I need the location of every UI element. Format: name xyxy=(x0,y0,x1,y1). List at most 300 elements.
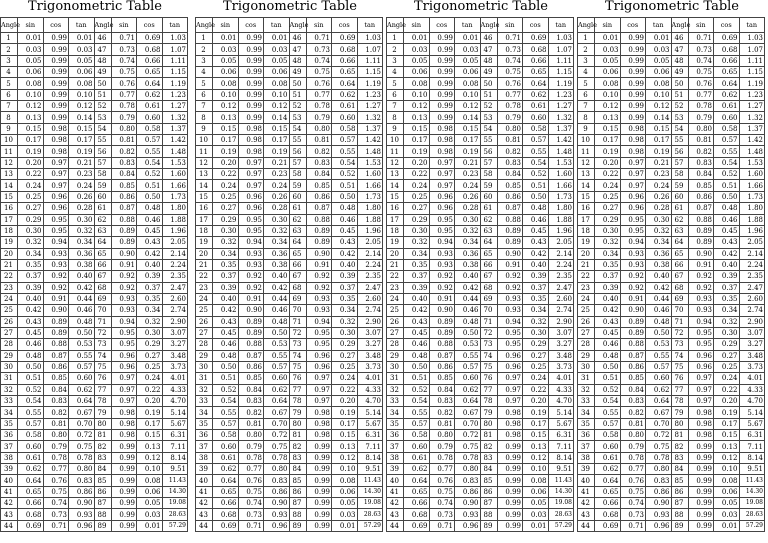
cos-header: cos xyxy=(523,18,549,33)
cos-cell: 0.51 xyxy=(137,180,163,191)
angle-cell: 4 xyxy=(578,67,595,78)
cos-cell: 0.25 xyxy=(523,361,549,372)
angle-cell: 18 xyxy=(578,225,595,236)
table-row xyxy=(1,407,188,418)
tan-cell: 1.48 xyxy=(162,146,188,157)
cos-cell: 0.43 xyxy=(523,237,549,248)
tan-cell: 1.73 xyxy=(548,191,574,202)
table-row xyxy=(1,316,188,327)
angle-cell: 38 xyxy=(196,452,213,463)
cos-cell: 0.27 xyxy=(523,350,549,361)
angle-cell: 68 xyxy=(289,282,306,293)
table-row xyxy=(578,180,765,191)
tan-cell: 2.60 xyxy=(357,293,383,304)
tan-cell: 0.15 xyxy=(646,123,672,134)
table-row xyxy=(1,78,188,89)
tan-cell: 0.96 xyxy=(69,520,95,531)
angle-cell: 11 xyxy=(578,146,595,157)
tan-cell: 9.51 xyxy=(357,464,383,475)
tan-cell: 2.24 xyxy=(162,259,188,270)
tan-cell: 0.72 xyxy=(69,430,95,441)
table-row xyxy=(387,327,574,338)
cos-cell: 0.95 xyxy=(620,225,646,236)
cos-cell: 0.87 xyxy=(43,350,69,361)
tan-cell: 0.36 xyxy=(455,248,481,259)
tan-cell: 0.23 xyxy=(264,169,290,180)
cos-cell: 0.25 xyxy=(137,361,163,372)
cos-cell: 0.13 xyxy=(714,441,740,452)
sin-cell: 0.29 xyxy=(18,214,44,225)
angle-cell: 31 xyxy=(1,373,18,384)
table-row xyxy=(1,509,188,520)
cos-cell: 0.99 xyxy=(620,67,646,78)
cos-cell: 0.93 xyxy=(620,248,646,259)
cos-cell: 0.58 xyxy=(332,123,358,134)
tan-cell: 0.10 xyxy=(646,89,672,100)
tan-cell: 1.96 xyxy=(739,225,765,236)
cos-cell: 0.60 xyxy=(523,112,549,123)
cos-cell: 0.96 xyxy=(238,191,264,202)
cos-cell: 0.01 xyxy=(332,520,358,531)
cos-cell: 0.51 xyxy=(714,180,740,191)
tan-cell: 0.83 xyxy=(264,475,290,486)
angle-cell: 61 xyxy=(480,203,497,214)
tan-cell: 1.80 xyxy=(162,203,188,214)
angle-cell: 7 xyxy=(387,101,404,112)
cos-cell: 0.97 xyxy=(620,180,646,191)
angle-header: Angle xyxy=(94,18,111,33)
table-row xyxy=(196,441,383,452)
sin-cell: 0.03 xyxy=(595,44,621,55)
cos-cell: 0.99 xyxy=(429,33,455,44)
cos-cell: 0.82 xyxy=(620,407,646,418)
angle-cell: 48 xyxy=(289,55,306,66)
table-row xyxy=(387,520,574,531)
sin-cell: 0.13 xyxy=(213,112,239,123)
tan-cell: 2.47 xyxy=(357,282,383,293)
angle-cell: 38 xyxy=(387,452,404,463)
sin-cell: 0.73 xyxy=(497,44,523,55)
angle-cell: 38 xyxy=(578,452,595,463)
tan-cell: 1.03 xyxy=(548,33,574,44)
sin-cell: 0.01 xyxy=(404,33,430,44)
cos-cell: 0.60 xyxy=(332,112,358,123)
tan-cell: 3.27 xyxy=(548,339,574,350)
tan-cell: 2.05 xyxy=(162,237,188,248)
tan-cell: 0.03 xyxy=(264,44,290,55)
sin-cell: 0.46 xyxy=(213,339,239,350)
sin-cell: 0.40 xyxy=(213,293,239,304)
tan-cell: 0.17 xyxy=(646,135,672,146)
cos-cell: 0.89 xyxy=(620,327,646,338)
angle-cell: 18 xyxy=(387,225,404,236)
table-row xyxy=(1,350,188,361)
sin-cell: 0.96 xyxy=(111,361,137,372)
cos-cell: 0.22 xyxy=(332,384,358,395)
tan-cell: 1.66 xyxy=(162,180,188,191)
table-row xyxy=(196,78,383,89)
tan-cell: 2.35 xyxy=(357,271,383,282)
sin-cell: 0.87 xyxy=(111,203,137,214)
angle-cell: 85 xyxy=(671,475,688,486)
tan-cell: 0.62 xyxy=(69,384,95,395)
cos-cell: 0.79 xyxy=(429,441,455,452)
tan-cell: 0.36 xyxy=(646,248,672,259)
sin-cell: 0.03 xyxy=(213,44,239,55)
table-row xyxy=(1,135,188,146)
table-row xyxy=(196,475,383,486)
tan-cell: 1.27 xyxy=(548,101,574,112)
table-row xyxy=(578,498,765,509)
cos-cell: 0.93 xyxy=(43,259,69,270)
sin-cell: 0.43 xyxy=(595,316,621,327)
angle-cell: 41 xyxy=(387,486,404,497)
angle-cell: 54 xyxy=(289,123,306,134)
tan-cell: 0.19 xyxy=(264,146,290,157)
tan-cell: 3.27 xyxy=(739,339,765,350)
cos-cell: 0.92 xyxy=(429,282,455,293)
angle-cell: 24 xyxy=(196,293,213,304)
sin-cell: 0.15 xyxy=(213,123,239,134)
cos-cell: 0.73 xyxy=(620,509,646,520)
sin-cell: 0.76 xyxy=(497,78,523,89)
sin-cell: 0.96 xyxy=(306,350,332,361)
angle-cell: 57 xyxy=(480,157,497,168)
angle-cell: 51 xyxy=(94,89,111,100)
table-row xyxy=(387,305,574,316)
table-row xyxy=(387,203,574,214)
sin-cell: 0.24 xyxy=(18,180,44,191)
angle-cell: 84 xyxy=(94,464,111,475)
angle-cell: 25 xyxy=(387,305,404,316)
sin-cell: 0.98 xyxy=(111,418,137,429)
tan-cell: 1.42 xyxy=(548,135,574,146)
sin-header: sin xyxy=(404,18,430,33)
sin-cell: 0.99 xyxy=(688,509,714,520)
angle-cell: 30 xyxy=(1,361,18,372)
cos-cell: 0.65 xyxy=(523,67,549,78)
sin-cell: 0.93 xyxy=(306,305,332,316)
angle-cell: 5 xyxy=(1,78,18,89)
table-row xyxy=(387,361,574,372)
tan-cell: 2.74 xyxy=(162,305,188,316)
table-row xyxy=(196,339,383,350)
angle-cell: 47 xyxy=(671,44,688,55)
sin-cell: 0.08 xyxy=(404,78,430,89)
angle-cell: 58 xyxy=(480,169,497,180)
table-row xyxy=(578,112,765,123)
tan-cell: 9.51 xyxy=(162,464,188,475)
table-row xyxy=(387,418,574,429)
sin-cell: 0.76 xyxy=(688,78,714,89)
table-row xyxy=(387,509,574,520)
tan-cell: 0.36 xyxy=(69,248,95,259)
angle-cell: 65 xyxy=(480,248,497,259)
sin-cell: 0.95 xyxy=(111,327,137,338)
angle-cell: 82 xyxy=(480,441,497,452)
sin-cell: 0.99 xyxy=(497,520,523,531)
angle-cell: 76 xyxy=(480,373,497,384)
cos-cell: 0.92 xyxy=(238,271,264,282)
tan-cell: 0.93 xyxy=(455,509,481,520)
tan-cell: 1.15 xyxy=(739,67,765,78)
cos-cell: 0.12 xyxy=(137,452,163,463)
table-row xyxy=(1,191,188,202)
sin-cell: 0.24 xyxy=(595,180,621,191)
cos-cell: 0.48 xyxy=(714,203,740,214)
sin-cell: 0.93 xyxy=(111,305,137,316)
angle-cell: 44 xyxy=(387,520,404,531)
angle-cell: 5 xyxy=(196,78,213,89)
cos-cell: 0.80 xyxy=(238,430,264,441)
sin-cell: 0.35 xyxy=(18,259,44,270)
table-title: Trigonometric Table xyxy=(413,0,548,14)
angle-cell: 75 xyxy=(671,361,688,372)
tan-cell: 4.01 xyxy=(739,373,765,384)
cos-cell: 0.89 xyxy=(238,316,264,327)
tan-cell: 1.66 xyxy=(548,180,574,191)
angle-cell: 40 xyxy=(387,475,404,486)
table-row xyxy=(387,293,574,304)
sin-cell: 0.82 xyxy=(111,146,137,157)
cos-cell: 0.76 xyxy=(238,475,264,486)
tan-cell: 3.73 xyxy=(162,361,188,372)
tan-cell: 0.21 xyxy=(646,157,672,168)
table-row xyxy=(196,146,383,157)
angle-cell: 74 xyxy=(480,350,497,361)
table-row xyxy=(578,464,765,475)
tan-cell: 0.32 xyxy=(69,225,95,236)
angle-cell: 30 xyxy=(387,361,404,372)
angle-cell: 23 xyxy=(387,282,404,293)
tan-cell: 2.05 xyxy=(548,237,574,248)
table-row xyxy=(196,248,383,259)
tan-cell: 0.05 xyxy=(69,55,95,66)
sin-cell: 0.66 xyxy=(213,498,239,509)
sin-cell: 0.32 xyxy=(18,237,44,248)
angle-cell: 20 xyxy=(387,248,404,259)
sin-cell: 0.96 xyxy=(306,361,332,372)
angle-cell: 85 xyxy=(480,475,497,486)
table-row xyxy=(196,316,383,327)
angle-cell: 68 xyxy=(94,282,111,293)
table-row xyxy=(387,498,574,509)
angle-cell: 27 xyxy=(387,327,404,338)
angle-cell: 51 xyxy=(671,89,688,100)
cos-cell: 0.81 xyxy=(238,418,264,429)
tan-cell: 0.55 xyxy=(646,350,672,361)
cos-cell: 0.99 xyxy=(43,112,69,123)
tan-cell: 1.37 xyxy=(548,123,574,134)
angle-cell: 35 xyxy=(578,418,595,429)
table-row xyxy=(1,293,188,304)
tan-cell: 1.03 xyxy=(357,33,383,44)
sin-cell: 0.29 xyxy=(404,214,430,225)
sin-header: sin xyxy=(595,18,621,33)
sin-cell: 0.99 xyxy=(306,475,332,486)
tan-cell: 0.12 xyxy=(264,101,290,112)
tan-cell: 0.19 xyxy=(646,146,672,157)
tan-cell: 0.78 xyxy=(455,452,481,463)
angle-cell: 15 xyxy=(387,191,404,202)
sin-cell: 0.78 xyxy=(688,101,714,112)
tan-cell: 4.70 xyxy=(739,396,765,407)
table-row xyxy=(1,452,188,463)
tan-cell: 2.14 xyxy=(162,248,188,259)
angle-cell: 41 xyxy=(196,486,213,497)
sin-cell: 0.94 xyxy=(306,316,332,327)
angle-cell: 63 xyxy=(94,225,111,236)
tan-cell: 0.75 xyxy=(455,441,481,452)
sin-cell: 0.78 xyxy=(111,101,137,112)
table-row xyxy=(1,271,188,282)
angle-cell: 86 xyxy=(671,486,688,497)
cos-cell: 0.62 xyxy=(523,89,549,100)
table-row xyxy=(578,135,765,146)
sin-cell: 0.10 xyxy=(213,89,239,100)
cos-cell: 0.75 xyxy=(429,486,455,497)
cos-cell: 0.64 xyxy=(523,78,549,89)
angle-cell: 50 xyxy=(289,78,306,89)
sin-cell: 0.95 xyxy=(497,339,523,350)
sin-cell: 0.20 xyxy=(404,157,430,168)
tan-cell: 19.08 xyxy=(548,498,574,509)
cos-cell: 0.76 xyxy=(620,475,646,486)
cos-cell: 0.99 xyxy=(43,55,69,66)
sin-cell: 0.62 xyxy=(18,464,44,475)
tan-cell: 0.67 xyxy=(264,407,290,418)
cos-cell: 0.89 xyxy=(43,316,69,327)
angle-cell: 56 xyxy=(671,146,688,157)
table-row xyxy=(578,475,765,486)
sin-cell: 0.29 xyxy=(595,214,621,225)
angle-cell: 62 xyxy=(480,214,497,225)
angle-cell: 73 xyxy=(480,339,497,350)
tan-cell: 9.51 xyxy=(548,464,574,475)
cos-cell: 0.90 xyxy=(43,305,69,316)
cos-cell: 0.39 xyxy=(714,271,740,282)
table-row xyxy=(387,384,574,395)
sin-cell: 0.99 xyxy=(111,486,137,497)
cos-cell: 0.06 xyxy=(714,486,740,497)
cos-cell: 0.90 xyxy=(238,305,264,316)
angle-cell: 48 xyxy=(671,55,688,66)
cos-cell: 0.50 xyxy=(523,191,549,202)
sin-cell: 0.08 xyxy=(595,78,621,89)
angle-cell: 23 xyxy=(578,282,595,293)
sin-cell: 0.37 xyxy=(213,271,239,282)
sin-cell: 0.37 xyxy=(18,271,44,282)
sin-cell: 0.54 xyxy=(213,396,239,407)
cos-cell: 0.77 xyxy=(429,464,455,475)
tan-cell: 1.53 xyxy=(739,157,765,168)
cos-cell: 0.50 xyxy=(137,191,163,202)
cos-cell: 0.61 xyxy=(523,101,549,112)
sin-cell: 0.77 xyxy=(497,89,523,100)
angle-cell: 89 xyxy=(289,520,306,531)
angle-cell: 44 xyxy=(196,520,213,531)
cos-cell: 0.78 xyxy=(429,452,455,463)
table-row xyxy=(196,396,383,407)
sin-cell: 0.99 xyxy=(688,475,714,486)
angle-cell: 71 xyxy=(289,316,306,327)
table-row xyxy=(196,486,383,497)
sin-cell: 0.58 xyxy=(18,430,44,441)
cos-cell: 0.37 xyxy=(714,282,740,293)
tan-cell: 3.07 xyxy=(739,327,765,338)
sin-cell: 0.97 xyxy=(111,373,137,384)
sin-cell: 0.73 xyxy=(688,44,714,55)
cos-cell: 0.10 xyxy=(523,464,549,475)
angle-cell: 49 xyxy=(480,67,497,78)
cos-cell: 0.15 xyxy=(523,430,549,441)
table-row xyxy=(1,384,188,395)
sin-cell: 0.40 xyxy=(18,293,44,304)
tan-cell: 57.29 xyxy=(162,520,188,531)
angle-cell: 88 xyxy=(671,509,688,520)
cos-cell: 0.54 xyxy=(714,157,740,168)
angle-cell: 19 xyxy=(387,237,404,248)
tan-cell: 1.11 xyxy=(739,55,765,66)
table-row xyxy=(387,441,574,452)
sin-cell: 0.54 xyxy=(595,396,621,407)
tan-cell: 2.35 xyxy=(739,271,765,282)
tan-cell: 4.33 xyxy=(548,384,574,395)
tan-cell: 1.88 xyxy=(548,214,574,225)
cos-cell: 0.19 xyxy=(137,407,163,418)
table-row xyxy=(196,101,383,112)
tan-cell: 0.78 xyxy=(264,452,290,463)
sin-cell: 0.27 xyxy=(404,203,430,214)
table-row xyxy=(578,89,765,100)
tan-cell: 0.48 xyxy=(264,316,290,327)
tan-cell: 0.78 xyxy=(646,452,672,463)
angle-cell: 1 xyxy=(387,33,404,44)
angle-cell: 52 xyxy=(671,101,688,112)
tan-cell: 0.28 xyxy=(646,203,672,214)
angle-cell: 60 xyxy=(94,191,111,202)
angle-cell: 86 xyxy=(94,486,111,497)
tan-cell: 0.83 xyxy=(69,475,95,486)
sin-cell: 0.74 xyxy=(688,55,714,66)
cos-cell: 0.30 xyxy=(523,327,549,338)
angle-cell: 7 xyxy=(578,101,595,112)
tan-cell: 2.60 xyxy=(739,293,765,304)
angle-cell: 26 xyxy=(387,316,404,327)
table-row xyxy=(196,452,383,463)
angle-cell: 6 xyxy=(578,89,595,100)
sin-cell: 0.69 xyxy=(18,520,44,531)
cos-cell: 0.89 xyxy=(429,327,455,338)
cos-cell: 0.43 xyxy=(137,237,163,248)
cos-cell: 0.81 xyxy=(620,418,646,429)
tan-cell: 14.30 xyxy=(162,486,188,497)
angle-cell: 4 xyxy=(1,67,18,78)
tan-cell: 19.08 xyxy=(357,498,383,509)
angle-cell: 35 xyxy=(196,418,213,429)
tan-cell: 6.31 xyxy=(548,430,574,441)
cos-cell: 0.81 xyxy=(429,418,455,429)
table-row xyxy=(387,237,574,248)
sin-cell: 0.87 xyxy=(306,203,332,214)
cos-cell: 0.64 xyxy=(332,78,358,89)
angle-cell: 61 xyxy=(94,203,111,214)
angle-cell: 12 xyxy=(578,157,595,168)
cos-cell: 0.66 xyxy=(523,55,549,66)
tan-cell: 0.15 xyxy=(69,123,95,134)
cos-cell: 0.99 xyxy=(238,33,264,44)
tan-cell: 1.60 xyxy=(739,169,765,180)
